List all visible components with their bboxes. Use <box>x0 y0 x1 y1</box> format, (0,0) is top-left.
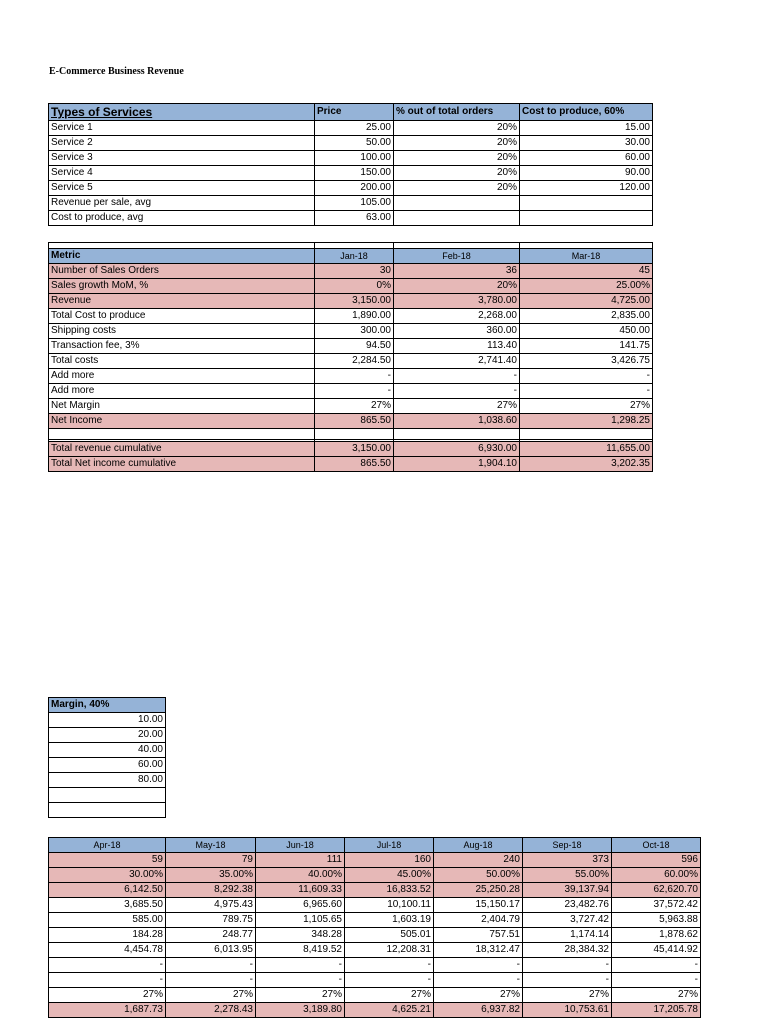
monthly-value: 25,250.28 <box>434 883 523 898</box>
service-value: 200.00 <box>315 181 394 196</box>
monthly-row <box>49 883 701 898</box>
metric-value: 27% <box>520 399 653 414</box>
metric-name: Total costs <box>49 354 315 369</box>
service-value: 150.00 <box>315 166 394 181</box>
metrics-header-mar: Mar-18 <box>520 249 653 264</box>
monthly-value: - <box>256 958 345 973</box>
margin-value: 80.00 <box>49 773 166 788</box>
metric-value: 1,890.00 <box>315 309 394 324</box>
margin-body <box>49 713 166 818</box>
month-header: Aug-18 <box>434 838 523 853</box>
monthly-value: 8,419.52 <box>256 943 345 958</box>
monthly-row <box>49 913 701 928</box>
monthly-value: 79 <box>166 853 256 868</box>
services-body <box>49 121 653 226</box>
margin-header-row <box>49 698 166 713</box>
month-header: May-18 <box>166 838 256 853</box>
monthly-value: 45.00% <box>345 868 434 883</box>
service-value: 25.00 <box>315 121 394 136</box>
metric-value: 3,426.75 <box>520 354 653 369</box>
monthly-value: 27% <box>523 988 612 1003</box>
service-name: Service 4 <box>49 166 315 181</box>
metrics-header-row <box>49 249 653 264</box>
month-header: Apr-18 <box>49 838 166 853</box>
metric-name: Net Margin <box>49 399 315 414</box>
service-value: 20% <box>394 181 520 196</box>
service-value <box>520 211 653 226</box>
monthly-value: 1,174.14 <box>523 928 612 943</box>
metric-value: 450.00 <box>520 324 653 339</box>
metric-name: Net Income <box>49 414 315 429</box>
metrics-row <box>49 354 653 369</box>
metric-name: Add more <box>49 384 315 399</box>
services-row <box>49 196 653 211</box>
margin-value: 20.00 <box>49 728 166 743</box>
monthly-value: - <box>523 958 612 973</box>
monthly-row <box>49 958 701 973</box>
metrics-spacer <box>49 429 653 440</box>
metric-name: Number of Sales Orders <box>49 264 315 279</box>
cumulative-value: 1,904.10 <box>394 457 520 472</box>
metric-value: 141.75 <box>520 339 653 354</box>
monthly-value: 12,208.31 <box>345 943 434 958</box>
monthly-value: 8,292.38 <box>166 883 256 898</box>
metric-value: 2,741.40 <box>394 354 520 369</box>
metric-name: Transaction fee, 3% <box>49 339 315 354</box>
monthly-value: 4,975.43 <box>166 898 256 913</box>
month-header: Jul-18 <box>345 838 434 853</box>
services-header-cost: Cost to produce, 60% <box>520 104 653 121</box>
monthly-value: 6,965.60 <box>256 898 345 913</box>
metrics-row <box>49 399 653 414</box>
monthly-row <box>49 988 701 1003</box>
services-row <box>49 181 653 196</box>
metric-name: Sales growth MoM, % <box>49 279 315 294</box>
margin-row <box>49 728 166 743</box>
monthly-value: 30.00% <box>49 868 166 883</box>
service-value: 50.00 <box>315 136 394 151</box>
service-name: Service 2 <box>49 136 315 151</box>
service-name: Revenue per sale, avg <box>49 196 315 211</box>
monthly-table <box>48 837 701 1018</box>
metric-value: 36 <box>394 264 520 279</box>
service-value <box>520 196 653 211</box>
monthly-value: 1,603.19 <box>345 913 434 928</box>
monthly-value: - <box>612 973 701 988</box>
monthly-value: 2,404.79 <box>434 913 523 928</box>
margin-row <box>49 743 166 758</box>
monthly-value: 3,189.80 <box>256 1003 345 1018</box>
monthly-row <box>49 868 701 883</box>
metrics-row <box>49 309 653 324</box>
monthly-row <box>49 928 701 943</box>
monthly-value: 40.00% <box>256 868 345 883</box>
monthly-value: - <box>345 958 434 973</box>
metrics-row <box>49 369 653 384</box>
monthly-value: 50.00% <box>434 868 523 883</box>
service-value: 20% <box>394 121 520 136</box>
margin-row <box>49 803 166 818</box>
metrics-row <box>49 294 653 309</box>
margin-table <box>48 697 166 818</box>
metrics-row <box>49 414 653 429</box>
monthly-value: 10,100.11 <box>345 898 434 913</box>
cumulative-value: 3,202.35 <box>520 457 653 472</box>
monthly-value: 15,150.17 <box>434 898 523 913</box>
monthly-value: 373 <box>523 853 612 868</box>
cumulative-value: 3,150.00 <box>315 442 394 457</box>
metric-value: - <box>315 384 394 399</box>
metric-name: Shipping costs <box>49 324 315 339</box>
services-row <box>49 166 653 181</box>
monthly-value: - <box>49 958 166 973</box>
monthly-value: - <box>166 958 256 973</box>
empty-cell <box>520 429 653 440</box>
services-row <box>49 211 653 226</box>
margin-header: Margin, 40% <box>49 698 166 713</box>
empty-cell <box>394 429 520 440</box>
monthly-value: 10,753.61 <box>523 1003 612 1018</box>
metric-value: 1,298.25 <box>520 414 653 429</box>
service-value: 120.00 <box>520 181 653 196</box>
metrics-body <box>49 264 653 446</box>
monthly-value: - <box>523 973 612 988</box>
service-value: 30.00 <box>520 136 653 151</box>
monthly-value: 596 <box>612 853 701 868</box>
metric-value: 4,725.00 <box>520 294 653 309</box>
monthly-value: 4,454.78 <box>49 943 166 958</box>
monthly-row <box>49 898 701 913</box>
service-value: 20% <box>394 166 520 181</box>
monthly-value: - <box>434 973 523 988</box>
monthly-value: 28,384.32 <box>523 943 612 958</box>
monthly-value: 505.01 <box>345 928 434 943</box>
monthly-row <box>49 973 701 988</box>
metric-value: 865.50 <box>315 414 394 429</box>
cumulative-row <box>49 442 653 457</box>
monthly-value: 27% <box>166 988 256 1003</box>
metric-value: 0% <box>315 279 394 294</box>
monthly-value: 11,609.33 <box>256 883 345 898</box>
metric-value: - <box>394 384 520 399</box>
metric-value: 300.00 <box>315 324 394 339</box>
services-table <box>48 103 653 226</box>
monthly-value: - <box>434 958 523 973</box>
margin-value: 60.00 <box>49 758 166 773</box>
services-row <box>49 121 653 136</box>
monthly-value: 45,414.92 <box>612 943 701 958</box>
monthly-value: - <box>345 973 434 988</box>
monthly-value: 60.00% <box>612 868 701 883</box>
service-name: Service 3 <box>49 151 315 166</box>
service-value: 63.00 <box>315 211 394 226</box>
metrics-row <box>49 384 653 399</box>
monthly-value: 37,572.42 <box>612 898 701 913</box>
empty-cell <box>49 788 166 803</box>
service-value: 105.00 <box>315 196 394 211</box>
service-value: 20% <box>394 136 520 151</box>
metric-value: 2,284.50 <box>315 354 394 369</box>
monthly-value: 789.75 <box>166 913 256 928</box>
monthly-row <box>49 853 701 868</box>
monthly-value: 39,137.94 <box>523 883 612 898</box>
cumulative-value: 11,655.00 <box>520 442 653 457</box>
monthly-value: 585.00 <box>49 913 166 928</box>
metrics-header-metric: Metric <box>49 249 315 264</box>
services-row <box>49 151 653 166</box>
service-value: 20% <box>394 151 520 166</box>
metrics-table <box>48 242 653 446</box>
service-value: 90.00 <box>520 166 653 181</box>
monthly-value: 160 <box>345 853 434 868</box>
metrics-row <box>49 264 653 279</box>
monthly-value: 6,142.50 <box>49 883 166 898</box>
metric-value: 3,780.00 <box>394 294 520 309</box>
margin-row <box>49 758 166 773</box>
monthly-value: 35.00% <box>166 868 256 883</box>
service-value: 100.00 <box>315 151 394 166</box>
empty-cell <box>315 429 394 440</box>
monthly-value: 2,278.43 <box>166 1003 256 1018</box>
monthly-value: - <box>49 973 166 988</box>
monthly-value: 23,482.76 <box>523 898 612 913</box>
margin-value: 10.00 <box>49 713 166 728</box>
monthly-value: 17,205.78 <box>612 1003 701 1018</box>
service-name: Service 5 <box>49 181 315 196</box>
metrics-row <box>49 324 653 339</box>
monthly-value: 18,312.47 <box>434 943 523 958</box>
service-name: Cost to produce, avg <box>49 211 315 226</box>
monthly-value: 59 <box>49 853 166 868</box>
metrics-row <box>49 339 653 354</box>
monthly-value: - <box>166 973 256 988</box>
cumulative-value: 6,930.00 <box>394 442 520 457</box>
service-value <box>394 196 520 211</box>
monthly-value: 111 <box>256 853 345 868</box>
margin-value: 40.00 <box>49 743 166 758</box>
monthly-value: 4,625.21 <box>345 1003 434 1018</box>
services-header-price: Price <box>315 104 394 121</box>
metric-value: 3,150.00 <box>315 294 394 309</box>
monthly-value: 27% <box>434 988 523 1003</box>
monthly-value: 1,105.65 <box>256 913 345 928</box>
services-row <box>49 136 653 151</box>
margin-row <box>49 788 166 803</box>
monthly-value: 27% <box>345 988 434 1003</box>
metric-name: Total Cost to produce <box>49 309 315 324</box>
monthly-value: 248.77 <box>166 928 256 943</box>
month-header: Jun-18 <box>256 838 345 853</box>
monthly-value: 757.51 <box>434 928 523 943</box>
service-value <box>394 211 520 226</box>
metric-value: 30 <box>315 264 394 279</box>
monthly-value: 16,833.52 <box>345 883 434 898</box>
margin-row <box>49 713 166 728</box>
metrics-header-jan: Jan-18 <box>315 249 394 264</box>
cumulative-name: Total Net income cumulative <box>49 457 315 472</box>
monthly-value: 1,878.62 <box>612 928 701 943</box>
document-title: E-Commerce Business Revenue <box>49 66 184 77</box>
month-header: Sep-18 <box>523 838 612 853</box>
monthly-value: 3,685.50 <box>49 898 166 913</box>
service-value: 15.00 <box>520 121 653 136</box>
margin-row <box>49 773 166 788</box>
metric-name: Revenue <box>49 294 315 309</box>
metric-value: 2,835.00 <box>520 309 653 324</box>
monthly-value: 240 <box>434 853 523 868</box>
cumulative-table <box>48 441 653 472</box>
metrics-row <box>49 279 653 294</box>
metric-value: 20% <box>394 279 520 294</box>
cumulative-body <box>49 442 653 472</box>
services-header-pct: % out of total orders <box>394 104 520 121</box>
monthly-value: - <box>256 973 345 988</box>
monthly-value: 27% <box>256 988 345 1003</box>
monthly-row <box>49 1003 701 1018</box>
monthly-row <box>49 943 701 958</box>
metric-value: - <box>394 369 520 384</box>
metric-value: 27% <box>315 399 394 414</box>
metric-value: - <box>315 369 394 384</box>
monthly-value: 27% <box>49 988 166 1003</box>
metric-value: 1,038.60 <box>394 414 520 429</box>
metric-name: Add more <box>49 369 315 384</box>
monthly-value: 55.00% <box>523 868 612 883</box>
empty-cell <box>49 429 315 440</box>
service-name: Service 1 <box>49 121 315 136</box>
monthly-value: 6,013.95 <box>166 943 256 958</box>
monthly-value: 27% <box>612 988 701 1003</box>
cumulative-row <box>49 457 653 472</box>
metric-value: 25.00% <box>520 279 653 294</box>
metric-value: - <box>520 384 653 399</box>
monthly-value: 348.28 <box>256 928 345 943</box>
monthly-header-row <box>49 838 701 853</box>
metric-value: 94.50 <box>315 339 394 354</box>
monthly-value: 5,963.88 <box>612 913 701 928</box>
empty-cell <box>49 803 166 818</box>
metric-value: 27% <box>394 399 520 414</box>
metric-value: 2,268.00 <box>394 309 520 324</box>
monthly-value: 6,937.82 <box>434 1003 523 1018</box>
monthly-body <box>49 853 701 1018</box>
cumulative-name: Total revenue cumulative <box>49 442 315 457</box>
metric-value: 45 <box>520 264 653 279</box>
services-header-types: Types of Services <box>49 104 315 121</box>
service-value: 60.00 <box>520 151 653 166</box>
month-header: Oct-18 <box>612 838 701 853</box>
monthly-value: 3,727.42 <box>523 913 612 928</box>
monthly-value: 184.28 <box>49 928 166 943</box>
metrics-header-feb: Feb-18 <box>394 249 520 264</box>
services-header-row <box>49 104 653 121</box>
monthly-value: - <box>612 958 701 973</box>
monthly-value: 1,687.73 <box>49 1003 166 1018</box>
metric-value: 360.00 <box>394 324 520 339</box>
monthly-value: 62,620.70 <box>612 883 701 898</box>
cumulative-value: 865.50 <box>315 457 394 472</box>
metric-value: 113.40 <box>394 339 520 354</box>
metric-value: - <box>520 369 653 384</box>
